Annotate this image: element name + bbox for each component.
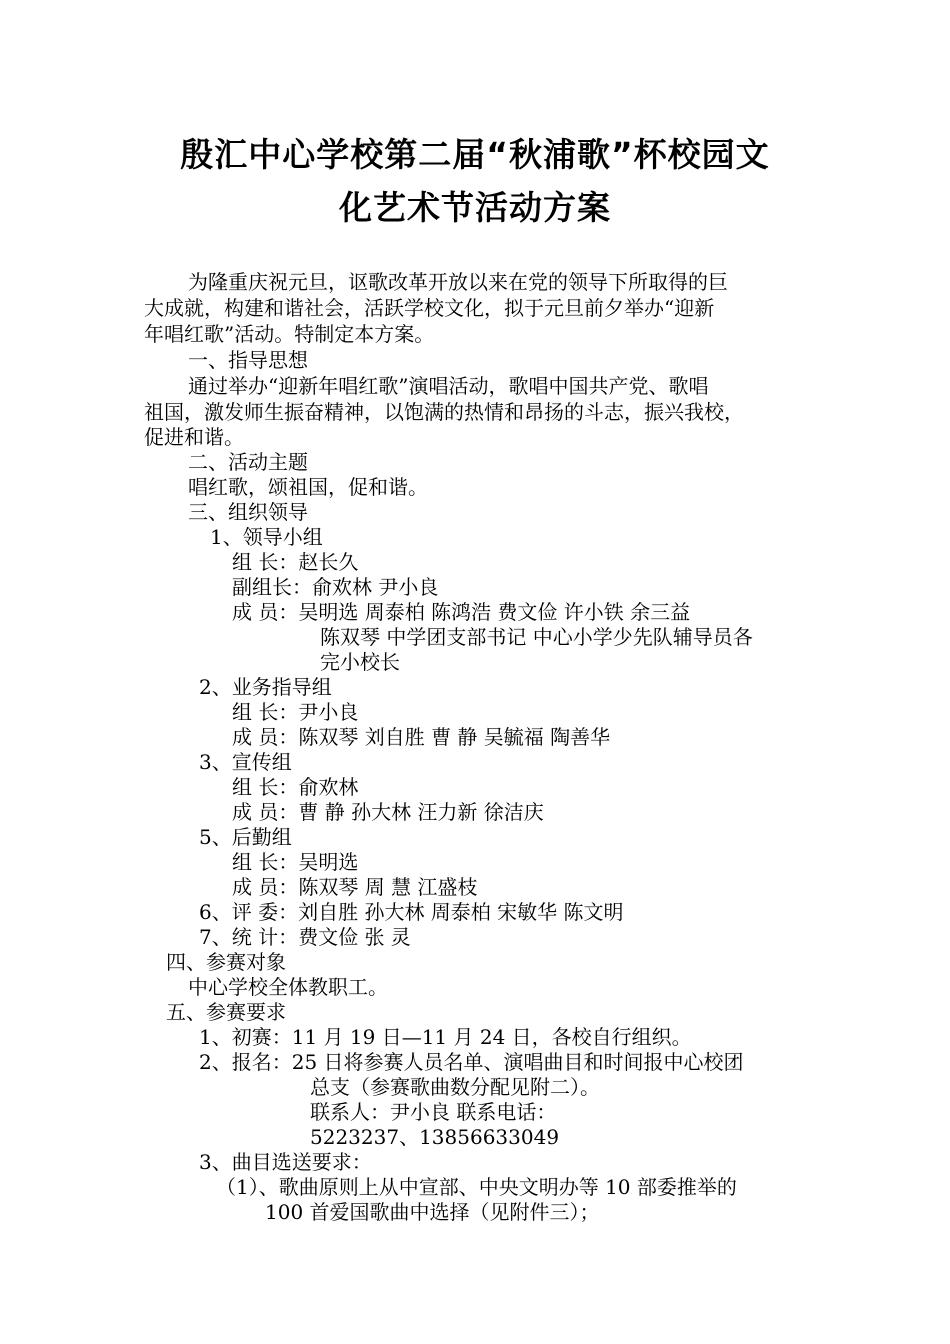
requirement-1: 1、初赛：11 月 19 日—11 月 24 日，各校自行组织。 bbox=[199, 1025, 692, 1049]
group-5-leader: 组 长：吴明选 bbox=[232, 850, 359, 874]
section-1-body-line-1: 通过举办“迎新年唱红歌”演唱活动，歌唱中国共产党、歌唱 bbox=[188, 374, 709, 398]
requirement-2-cont: 总支（参赛歌曲数分配见附二）。 bbox=[310, 1075, 600, 1099]
group-1-deputy: 副组长：俞欢林 尹小良 bbox=[232, 575, 439, 599]
intro-line-3: 年唱红歌”活动。特制定本方案。 bbox=[144, 322, 435, 346]
group-5-heading: 5、后勤组 bbox=[199, 825, 292, 849]
section-1-body-line-2: 祖国，激发师生振奋精神，以饱满的热情和昂扬的斗志，振兴我校， bbox=[144, 400, 744, 424]
group-1-heading: 1、领导小组 bbox=[210, 525, 323, 549]
document-title-line-2: 化艺术节活动方案 bbox=[339, 188, 611, 227]
section-1-body-line-3: 促进和谐。 bbox=[144, 425, 244, 449]
group-1-members: 成 员：吴明选 周泰柏 陈鸿浩 费文俭 许小铁 余三益 bbox=[232, 600, 691, 624]
group-3-members: 成 员：曹 静 孙大林 汪力新 徐洁庆 bbox=[232, 800, 544, 824]
requirement-3-1-cont: 100 首爱国歌曲中选择（见附件三）； bbox=[265, 1200, 600, 1224]
section-5-heading: 五、参赛要求 bbox=[166, 1000, 286, 1024]
group-1-members-cont-2: 完小校长 bbox=[320, 650, 400, 674]
requirement-2-contact: 联系人：尹小良 联系电话： bbox=[310, 1100, 557, 1124]
section-4-body: 中心学校全体教职工。 bbox=[188, 975, 388, 999]
group-3-leader: 组 长：俞欢林 bbox=[232, 775, 359, 799]
requirement-3-1: （1）、歌曲原则上从中宣部、中央文明办等 10 部委推举的 bbox=[216, 1175, 737, 1199]
group-1-leader: 组 长：赵长久 bbox=[232, 550, 359, 574]
group-2-members: 成 员：陈双琴 刘自胜 曹 静 吴毓福 陶善华 bbox=[232, 725, 611, 749]
section-4-heading: 四、参赛对象 bbox=[166, 950, 286, 974]
section-3-heading: 三、组织领导 bbox=[188, 500, 308, 524]
document-title-line-1: 殷汇中心学校第二届“秋浦歌”杯校园文 bbox=[180, 135, 770, 174]
group-2-leader: 组 长：尹小良 bbox=[232, 700, 359, 724]
intro-line-1: 为隆重庆祝元旦，讴歌改革开放以来在党的领导下所取得的巨 bbox=[188, 270, 728, 294]
section-2-body: 唱红歌，颂祖国，促和谐。 bbox=[188, 475, 428, 499]
intro-line-2: 大成就，构建和谐社会，活跃学校文化，拟于元旦前夕举办“迎新 bbox=[144, 296, 715, 320]
requirement-3: 3、曲目选送要求： bbox=[199, 1150, 372, 1174]
group-5-members: 成 员：陈双琴 周 慧 江盛枝 bbox=[232, 875, 478, 899]
section-1-heading: 一、指导思想 bbox=[188, 348, 308, 372]
group-6-judges: 6、评 委：刘自胜 孙大林 周泰柏 宋敏华 陈文明 bbox=[199, 900, 624, 924]
requirement-2-phone: 5223237、13856633049 bbox=[310, 1125, 560, 1149]
group-1-members-cont-1: 陈双琴 中学团支部书记 中心小学少先队辅导员各 bbox=[320, 625, 753, 649]
group-2-heading: 2、业务指导组 bbox=[199, 675, 332, 699]
section-2-heading: 二、活动主题 bbox=[188, 450, 308, 474]
group-3-heading: 3、宣传组 bbox=[199, 750, 292, 774]
group-7-statistics: 7、统 计：费文俭 张 灵 bbox=[199, 925, 411, 949]
requirement-2: 2、报名：25 日将参赛人员名单、演唱曲目和时间报中心校团 bbox=[199, 1050, 744, 1074]
